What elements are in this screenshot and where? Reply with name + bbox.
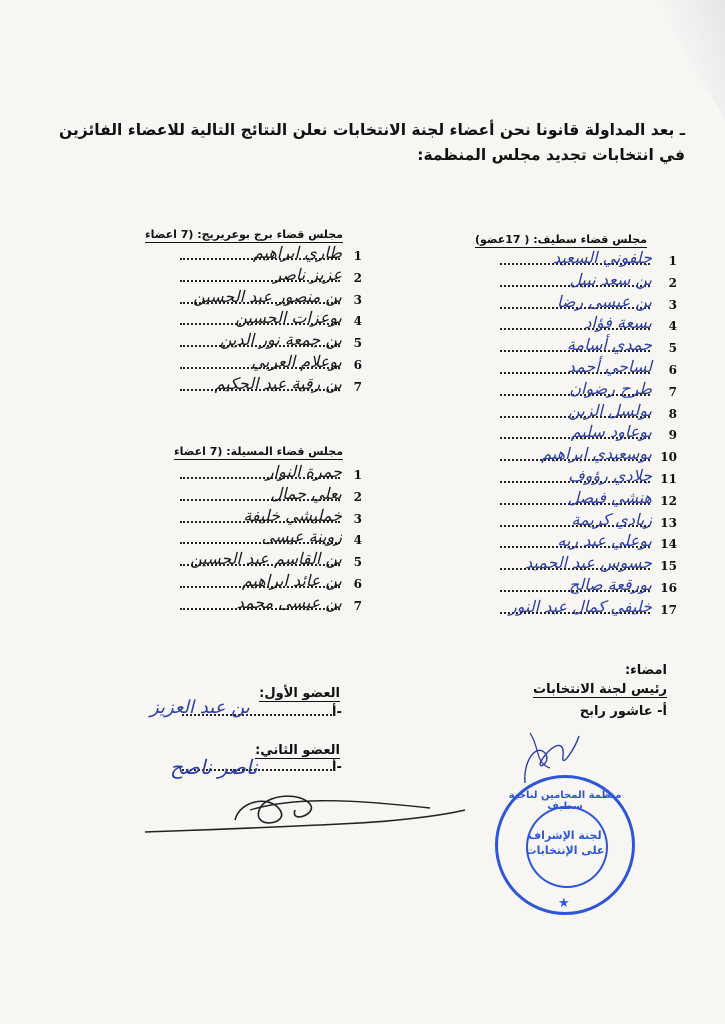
member-number: 7 xyxy=(668,384,677,399)
list-item xyxy=(130,483,370,508)
member-number: 5 xyxy=(353,336,362,351)
first-member-title: العضو الأول: xyxy=(259,686,340,701)
member-number: 7 xyxy=(353,598,362,613)
list-item xyxy=(440,487,685,512)
list-item xyxy=(440,291,685,316)
member-number: 12 xyxy=(660,493,677,508)
member-name: بن سعد نبيل xyxy=(569,269,652,289)
list-item xyxy=(440,574,685,599)
member-name: بن عيسى محمد xyxy=(236,592,342,612)
list-item xyxy=(440,315,685,337)
president-signature-block xyxy=(533,663,667,719)
president-name: أ- عاشور رابح xyxy=(579,704,667,719)
signature-label: امضاء: xyxy=(624,663,667,678)
member-number: 6 xyxy=(353,357,362,372)
member-number: 6 xyxy=(668,362,677,377)
list-item xyxy=(130,551,370,573)
list-item xyxy=(130,286,370,311)
intro-paragraph: ـ بعد المداولة قانونا نحن أعضاء لجنة الانتخابات نعلن النتائج التالية للاعضاء الفائزين في انتخابات تجديد مجلس المنظمة: xyxy=(59,121,685,164)
member-name: بن منصور عبد الحسين xyxy=(193,286,342,306)
member-number: 3 xyxy=(353,511,362,526)
member-number: 9 xyxy=(668,428,677,443)
list-item xyxy=(130,332,370,354)
member-number: 16 xyxy=(660,580,677,595)
member-number: 4 xyxy=(668,319,677,334)
list-item xyxy=(440,400,685,425)
member-number: 10 xyxy=(660,450,677,465)
list-item xyxy=(440,446,685,468)
member-name: جلادي رؤوف xyxy=(568,465,652,485)
member-name: حسوس عبد الحميد xyxy=(524,553,652,573)
second-member-title: العضو الثاني: xyxy=(255,743,340,758)
member-name: لساحي أحمد xyxy=(567,356,652,376)
member-name: بن عيسى رضا xyxy=(557,291,652,311)
star-icon: ★ xyxy=(558,896,570,911)
list-item xyxy=(130,264,370,289)
member-name: هنشي فيصل xyxy=(567,487,652,507)
member-name: حمرة النوار xyxy=(265,462,342,481)
member-number: 1 xyxy=(353,249,362,263)
list-item xyxy=(440,509,685,534)
member-name: خمليشي خليفة xyxy=(243,505,342,525)
member-number: 4 xyxy=(353,533,362,548)
bba-council-heading: مجلس قضاء برج بوعريريج: (7 اعضاء xyxy=(144,228,343,241)
member-name: بورقعة صالح xyxy=(568,574,652,594)
list-item xyxy=(130,570,370,595)
member-name: بن القاسم عبد الحسين xyxy=(190,549,342,569)
member-number: 5 xyxy=(353,555,362,570)
member-number: 4 xyxy=(353,314,362,329)
member-number: 17 xyxy=(660,602,677,617)
member-number: 7 xyxy=(353,379,362,394)
member-name: زوينة عيسى xyxy=(261,527,342,547)
member-name: بولسل الزين xyxy=(568,400,652,420)
first-member-prefix: أ- xyxy=(332,705,342,720)
setif-council-heading: مجلس قضاء سطيف: ( 17عضو) xyxy=(474,233,647,246)
member-number: 5 xyxy=(668,341,677,356)
list-item xyxy=(130,373,370,398)
member-number: 6 xyxy=(353,576,362,591)
member-number: 3 xyxy=(353,292,362,307)
stamp-center-line1: لجنة الإشراف xyxy=(528,829,602,842)
list-item xyxy=(440,250,685,272)
list-item xyxy=(130,505,370,530)
list-item xyxy=(440,465,685,490)
member-name: بوعلام العربي xyxy=(251,351,342,371)
member-name: بن عائد ابراهيم xyxy=(241,570,342,590)
member-name: بن جمعة نور الدين xyxy=(219,330,342,350)
msila-council-heading: مجلس قضاء المسيلة: (7 اعضاء xyxy=(174,445,343,458)
setif-member-list xyxy=(440,250,685,621)
member-name: بوعلي عبد ربه xyxy=(557,531,652,551)
member-name: طرح رضوان xyxy=(569,378,652,398)
member-name: بن رقية عبد الحكيم xyxy=(214,373,342,393)
page-fold-shadow xyxy=(655,0,725,120)
president-title: رئيس لجنة الانتخابات xyxy=(533,682,667,697)
list-item xyxy=(130,310,370,332)
list-item xyxy=(130,529,370,551)
list-item xyxy=(440,424,685,446)
list-item xyxy=(130,245,370,267)
list-item xyxy=(440,596,685,621)
list-item xyxy=(440,555,685,577)
first-member-block xyxy=(259,682,340,702)
stamp-center-text xyxy=(498,828,632,858)
member-name: زيادي كريمة xyxy=(571,509,652,529)
second-member-prefix: أ- xyxy=(332,760,342,775)
member-name: بوعزات الحسين xyxy=(235,308,342,328)
second-member-block xyxy=(255,739,340,759)
list-item xyxy=(130,464,370,486)
member-name: خليفي كمال عبد النور xyxy=(509,596,652,616)
second-member-handwriting: ناصر ناصح xyxy=(170,755,258,779)
member-name: عزيز ناصر xyxy=(273,264,342,284)
list-item xyxy=(130,592,370,617)
member-number: 11 xyxy=(660,471,677,486)
member-number: 1 xyxy=(668,254,677,268)
member-name: طاري ابراهيم xyxy=(252,243,342,262)
member-number: 8 xyxy=(668,406,677,421)
list-item xyxy=(130,351,370,376)
list-item xyxy=(440,269,685,294)
member-name: حمدي أسامة xyxy=(566,335,652,355)
first-member-handwriting: بن عبد العزيز xyxy=(150,697,250,718)
member-number: 2 xyxy=(353,489,362,504)
member-number: 15 xyxy=(660,559,677,574)
bba-member-list xyxy=(130,245,370,398)
stamp-center-line2: على الإنتخابات xyxy=(525,844,605,857)
msila-member-list xyxy=(130,464,370,617)
list-item xyxy=(440,533,685,555)
member-name: بوسعيدي ابراهيم xyxy=(541,444,652,464)
member-number: 14 xyxy=(660,537,677,552)
member-name: بوعاود سليم xyxy=(570,422,652,442)
member-number: 2 xyxy=(668,275,677,290)
member-name: بعلي جمال xyxy=(270,483,342,503)
member-number: 13 xyxy=(660,515,677,530)
member-name: بسعة فؤاد xyxy=(584,313,652,333)
member-number: 1 xyxy=(353,468,362,482)
member-scribble-signature xyxy=(140,780,470,850)
member-number: 2 xyxy=(353,270,362,285)
list-item xyxy=(440,378,685,403)
member-number: 3 xyxy=(668,297,677,312)
list-item xyxy=(440,337,685,359)
member-name: جلفوني السعيد xyxy=(553,248,652,267)
list-item xyxy=(440,356,685,381)
election-committee-stamp xyxy=(495,775,635,915)
stamp-ring-text: منظمة المحامين لناحية سطيف xyxy=(508,790,622,812)
